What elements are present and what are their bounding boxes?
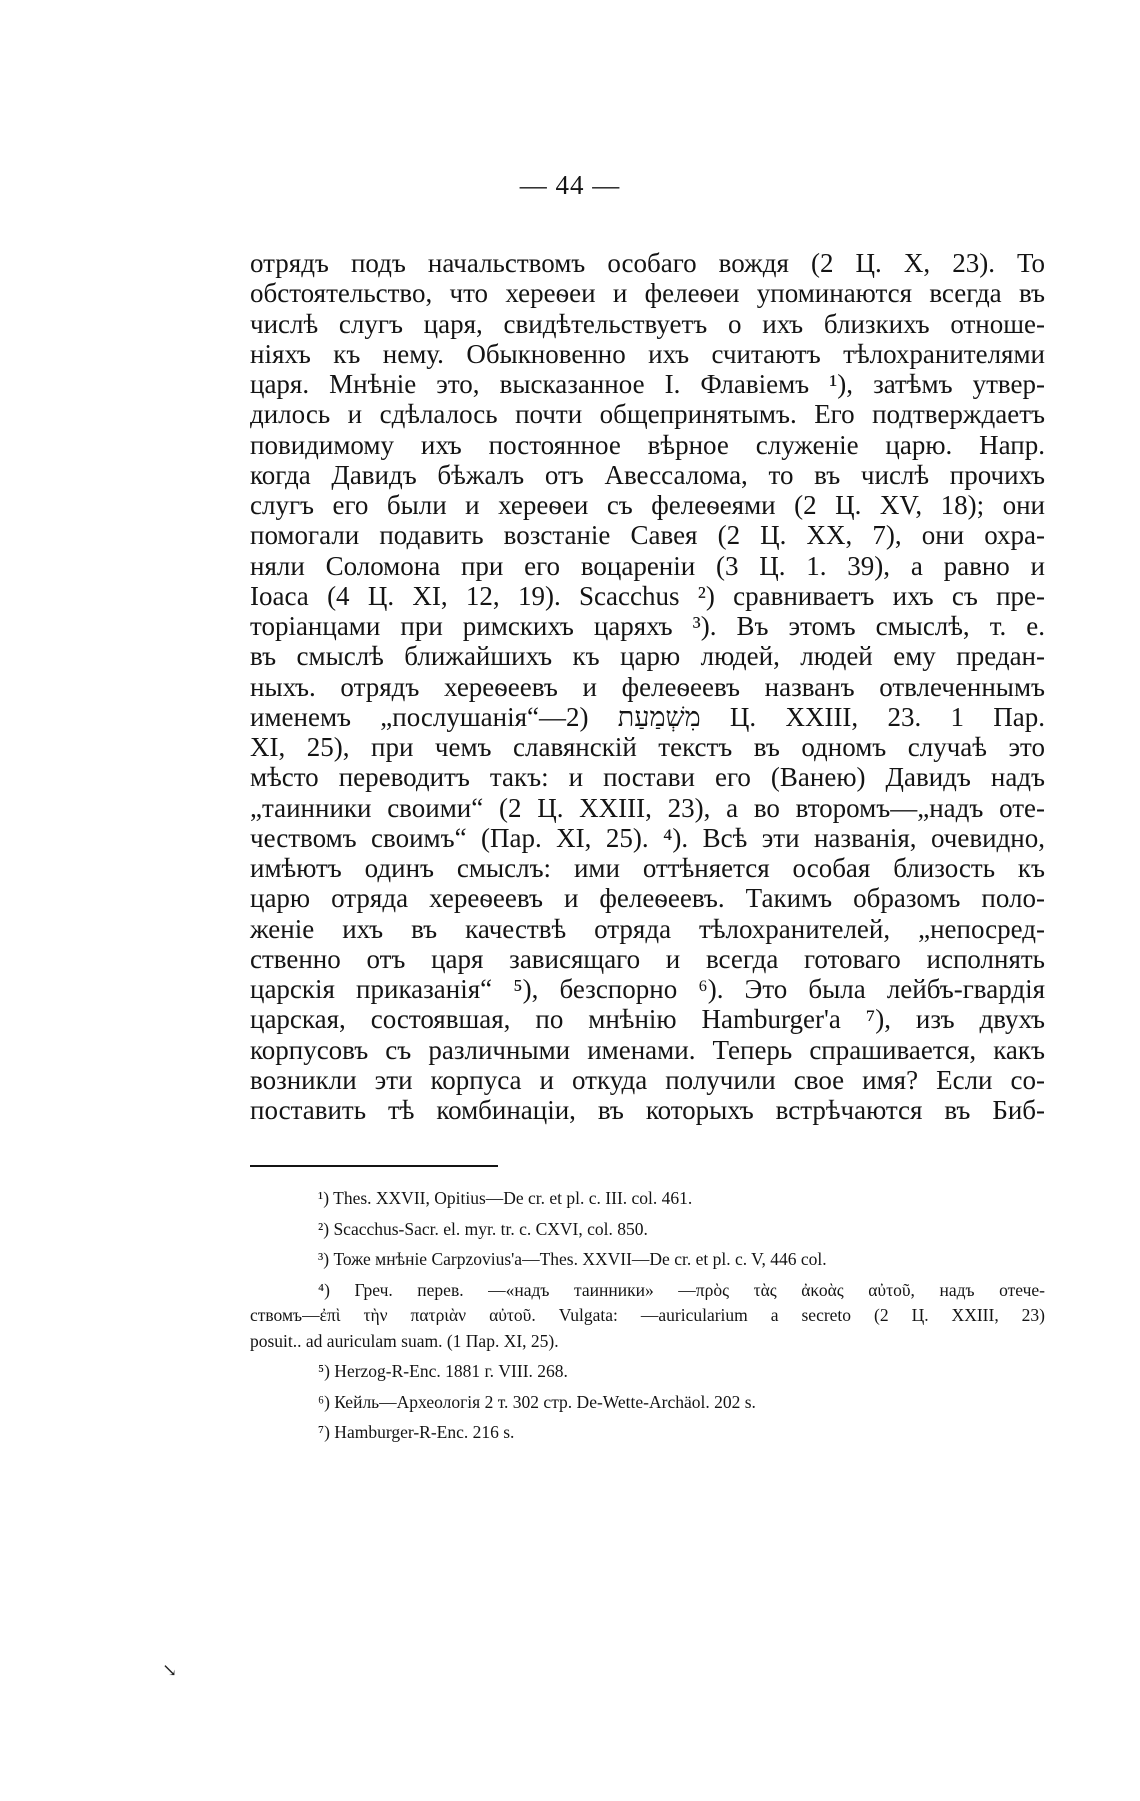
text-line: дилось и сдѣлалось почти общепринятымъ. Его подтверждаетъ	[250, 399, 1045, 430]
page-number: — 44 —	[519, 170, 621, 200]
text-line: отрядъ подъ начальствомъ особаго вождя (2 Ц. X, 23). То	[250, 248, 1045, 278]
text-line: торіанцами при римскихъ царяхъ ³). Въ этомъ смыслѣ, т. е.	[250, 611, 1045, 641]
footnote-4-line-1: ⁴) Греч. перев. —«надъ таинники» —πρὸς τὰς ἀκοὰς αὐτοῦ, надъ отече-	[318, 1279, 1045, 1300]
footnote-4-line-3: posuit.. ad auriculam suam. (1 Пар. XI, 25).	[250, 1330, 559, 1351]
footnote-6: ⁶) Кейль—Археологія 2 т. 302 стр. De-Wette-Archäol. 202 s.	[318, 1391, 756, 1412]
text-line: ственно отъ царя зависящаго и всегда готоваго исполнять	[250, 943, 1045, 974]
text-line: ніяхъ къ нему. Обыкновенно ихъ считаютъ тѣлохранителями	[250, 338, 1045, 369]
text-line: XI, 25), при чемъ славянскій текстъ въ одномъ случаѣ это	[250, 732, 1045, 762]
main-text	[250, 248, 1045, 1125]
text-line: въ смыслѣ ближайшихъ къ царю людей, людей ему предан-	[250, 641, 1045, 672]
text-line: Іоаса (4 Ц. XI, 12, 19). Scacchus ²) сравниваетъ ихъ съ прe-	[250, 580, 1045, 611]
text-line: поставить тѣ комбинаціи, въ которыхъ встрѣчаются въ Биб-	[250, 1095, 1045, 1125]
text-line: ныхъ. отрядъ хереѳеевъ и фелеѳеевъ названъ отвлеченнымъ	[250, 671, 1045, 702]
text-line: имѣютъ одинъ смыслъ: ими оттѣняется особая близость къ	[250, 853, 1045, 883]
stray-mark: ↘	[162, 1660, 178, 1680]
text-line: мѣсто переводитъ такъ: и постави его (Ванею) Давидъ надъ	[250, 762, 1045, 793]
footnote-5: ⁵) Herzog-R-Enc. 1881 г. VIII. 268.	[318, 1361, 568, 1381]
footnote-7: ⁷) Hamburger-R-Enc. 216 s.	[318, 1422, 515, 1442]
text-line: повидимому ихъ постоянное вѣрное служеніе царю. Напр.	[250, 429, 1045, 460]
text-line: царю отряда хереѳеевъ и фелеѳеевъ. Такимъ образомъ поло-	[250, 883, 1045, 914]
text-line: чествомъ своимъ“ (Пар. XI, 25). ⁴). Всѣ эти названія, очевидно,	[250, 822, 1045, 853]
text-line: царская, состоявшая, по мнѣнію Hamburger'а ⁷), изъ двухъ	[250, 1004, 1045, 1035]
text-line: обстоятельство, что хереѳеи и фелеѳеи упоминаются всегда въ	[250, 278, 1045, 309]
footnote-4-line-2: ствомъ—ἐπὶ τὴν πατριὰν αὐτοῦ. Vulgata: —auricularium a secreto (2 Ц. XXIII, 23)	[250, 1305, 1045, 1325]
text-line: царскія приказанія“ ⁵), безспорно ⁶). Это была лейбъ-гвардія	[250, 974, 1045, 1004]
text-line: помогали подавить возстаніе Савея (2 Ц. XX, 7), они охра-	[250, 520, 1045, 551]
text-line: числѣ слугъ царя, свидѣтельствуетъ о ихъ близкихъ отноше-	[250, 308, 1045, 339]
text-line: царя. Мнѣніе это, высказанное І. Флавіемъ ¹), затѣмъ утвер-	[250, 369, 1045, 399]
footnote-2: ²) Scacchus-Sacr. el. myr. tr. c. CXVI, col. 850.	[318, 1218, 648, 1239]
text-line: когда Давидъ бѣжалъ отъ Авессалома, то въ числѣ прочихъ	[250, 459, 1045, 490]
text-line: слугъ его были и хереѳеи съ фелеѳеями (2 Ц. XV, 18); они	[250, 490, 1045, 520]
footnote-1: ¹) Thes. XXVII, Opitius—De cr. et pl. c. III. col. 461.	[318, 1188, 693, 1208]
footnote-3: ³) Тоже мнѣніе Carpzovius'a—Thes. XXVII—De cr. et pl. c. V, 446 col.	[318, 1249, 827, 1269]
text-line: „таинники своими“ (2 Ц. XXIII, 23), а во второмъ—„надъ оте-	[250, 792, 1045, 823]
footnote-divider	[250, 1165, 498, 1167]
text-line: возникли эти корпуса и откуда получили свое имя? Если со-	[250, 1064, 1045, 1095]
text-line: женіе ихъ въ качествѣ отряда тѣлохранителей, „непосред-	[250, 913, 1045, 944]
text-line: именемъ „послушанія“—מִשְׁמַעַת (2 Ц. XXIII, 23. 1 Пар.	[250, 701, 1045, 732]
footnotes	[250, 1186, 1045, 1446]
text-line: корпусовъ съ различными именами. Теперь спрашивается, какъ	[250, 1034, 1045, 1065]
text-line: няли Соломона при его воцареніи (3 Ц. 1. 39), а равно и	[250, 550, 1045, 581]
